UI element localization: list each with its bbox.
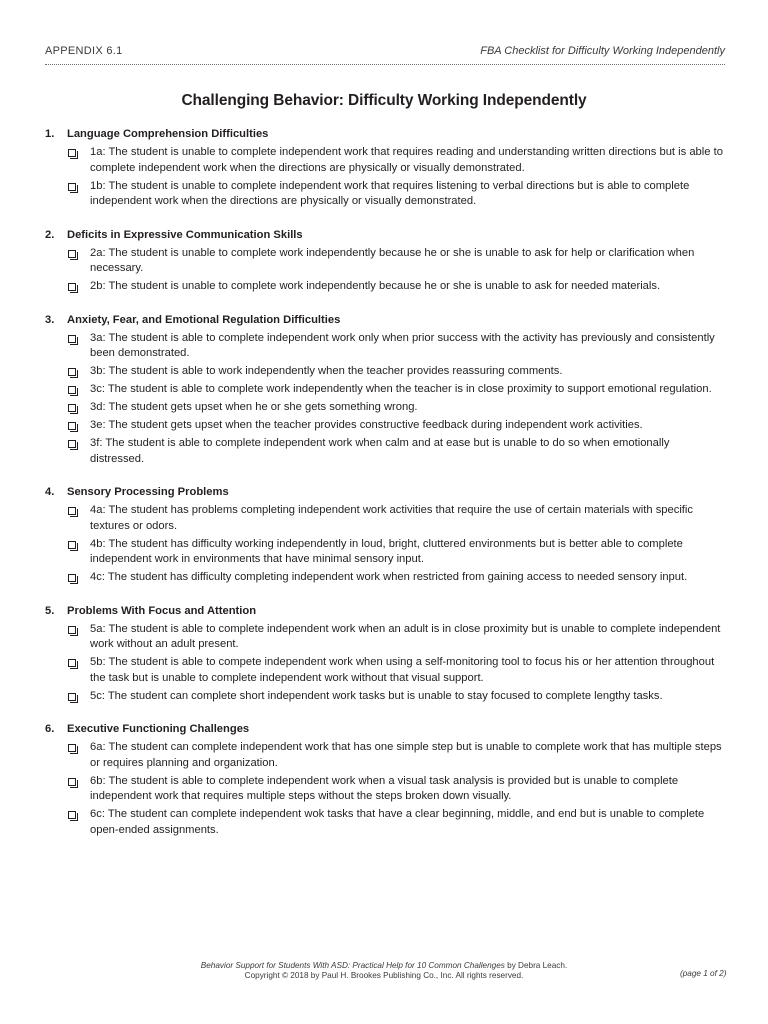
checkbox[interactable] xyxy=(68,422,76,430)
checklist-item-text: 6c: The student can complete independent wok tasks that have a clear beginning, middle, and end but is unable to complete open-ended assignments. xyxy=(90,808,705,836)
checklist-item xyxy=(45,179,725,210)
section-number: 5. xyxy=(45,604,55,617)
checklist-item xyxy=(45,655,725,686)
checklist-item xyxy=(45,400,725,416)
checklist-item xyxy=(45,689,725,705)
checklist-item-text: 4a: The student has problems completing independent work activities that require the use of certain materials with specific textures or odors. xyxy=(90,504,693,532)
checklist-item-text: 5b: The student is able to compete independent work when using a self-monitoring tool to focus his or her attention throughout the task but is unable to complete independent work without that visual support. xyxy=(90,656,715,684)
checklist-section xyxy=(45,484,725,586)
checklist-item-text: 3f: The student is able to complete independent work when calm and at ease but is unable to do so when emotionally distressed. xyxy=(90,437,670,465)
section-title: Deficits in Expressive Communication Skills xyxy=(67,228,303,241)
checklist-section xyxy=(45,721,725,838)
running-title: FBA Checklist for Difficulty Working Independently xyxy=(480,45,725,57)
section-number: 1. xyxy=(45,128,55,140)
checklist-item xyxy=(45,570,725,586)
checklist-item-text: 3d: The student gets upset when he or she gets something wrong. xyxy=(90,401,418,413)
checkbox[interactable] xyxy=(68,283,76,291)
checklist xyxy=(45,126,725,855)
checklist-item-text: 5c: The student can complete short independent work tasks but is unable to stay focused to complete lengthy tasks. xyxy=(90,689,663,702)
page-footer xyxy=(0,961,768,981)
checklist-item xyxy=(45,331,725,362)
checkbox[interactable] xyxy=(68,149,76,157)
page-header xyxy=(45,44,725,60)
checklist-item-text: 4c: The student has difficulty completing independent work when restricted from gaining access to needed sensory input. xyxy=(90,571,688,583)
checklist-item xyxy=(45,145,725,176)
checklist-item xyxy=(45,537,725,568)
section-heading xyxy=(45,484,725,500)
checklist-item xyxy=(45,436,725,467)
section-heading xyxy=(45,721,725,737)
checklist-item xyxy=(45,382,725,398)
checklist-item-text: 3b: The student is able to work independently when the teacher provides reassuring comments. xyxy=(90,365,563,377)
checkbox[interactable] xyxy=(68,335,76,343)
footer-author: by Debra Leach. xyxy=(504,961,568,970)
checklist-section xyxy=(45,126,725,210)
checklist-item-text: 3a: The student is able to complete independent work only when prior success with the activity has previously and consistently been demonstrated. xyxy=(90,331,715,359)
checkbox[interactable] xyxy=(68,250,76,258)
section-number: 3. xyxy=(45,313,55,326)
checklist-item xyxy=(45,246,725,277)
checkbox[interactable] xyxy=(68,404,76,412)
checklist-section xyxy=(45,227,725,295)
checklist-item-text: 5a: The student is able to complete independent work when an adult is in close proximity but is unable to complete independent work without an adult present. xyxy=(90,622,721,650)
section-title: Sensory Processing Problems xyxy=(67,486,229,498)
checkbox[interactable] xyxy=(68,440,76,448)
checkbox[interactable] xyxy=(68,183,76,191)
checkbox[interactable] xyxy=(68,541,76,549)
checkbox[interactable] xyxy=(68,386,76,394)
checkbox[interactable] xyxy=(68,811,76,819)
checklist-item-text: 1b: The student is unable to complete independent work that requires listening to verbal directions but is able to complete independent work when the directions are physically or visually demonstrated. xyxy=(90,179,690,207)
checklist-item xyxy=(45,503,725,534)
section-title: Anxiety, Fear, and Emotional Regulation Difficulties xyxy=(67,313,341,326)
section-number: 6. xyxy=(45,723,55,735)
checklist-item xyxy=(45,418,725,434)
checkbox[interactable] xyxy=(68,626,76,634)
checklist-item xyxy=(45,740,725,771)
checklist-item-text: 2a: The student is unable to complete work independently because he or she is unable to ask for help or clarification when necessary. xyxy=(90,246,695,274)
section-title: Executive Functioning Challenges xyxy=(67,723,250,735)
checklist-item-text: 3c: The student is able to complete work independently when the teacher is in close proximity to support emotional regulation. xyxy=(90,383,712,395)
section-title: Language Comprehension Difficulties xyxy=(67,128,269,140)
checklist-item-text: 3e: The student gets upset when the teacher provides constructive feedback during independent work activities. xyxy=(90,419,643,431)
section-heading xyxy=(45,603,725,619)
checklist-item-text: 6a: The student can complete independent work that has one simple step but is unable to complete work that has multiple steps or requires planning and organization. xyxy=(90,741,722,769)
checklist-section xyxy=(45,312,725,468)
page-number: (page 1 of 2) xyxy=(680,969,727,978)
page-title: Challenging Behavior: Difficulty Working Independently xyxy=(181,92,587,109)
checkbox[interactable] xyxy=(68,368,76,376)
checklist-item-text: 1a: The student is unable to complete independent work that requires reading and understanding written directions but is able to complete independent work when the directions are physically or visually demonstrated. xyxy=(90,146,723,174)
checkbox[interactable] xyxy=(68,693,76,701)
checklist-item-text: 4b: The student has difficulty working independently in loud, bright, cluttered environments but is better able to complete independent work in environments that have minimal sensory input. xyxy=(90,537,683,565)
section-title: Problems With Focus and Attention xyxy=(67,604,257,617)
footer-book-title: Behavior Support for Students With ASD: Practical Help for 10 Common Challenges xyxy=(200,961,505,970)
checklist-section xyxy=(45,603,725,705)
section-heading xyxy=(45,227,725,243)
appendix-label: APPENDIX 6.1 xyxy=(45,45,123,57)
checklist-item xyxy=(45,774,725,805)
header-divider xyxy=(45,64,725,65)
checkbox[interactable] xyxy=(68,659,76,667)
checkbox[interactable] xyxy=(68,778,76,786)
checklist-item-text: 2b: The student is unable to complete work independently because he or she is unable to ask for needed materials. xyxy=(90,280,661,292)
section-heading xyxy=(45,126,725,142)
checklist-item xyxy=(45,279,725,295)
checklist-item-text: 6b: The student is able to complete independent work when a visual task analysis is provided but is unable to complete independent work that requires multiple steps without the steps broken down visually. xyxy=(90,774,679,802)
checklist-item xyxy=(45,364,725,380)
section-heading xyxy=(45,312,725,328)
checkbox[interactable] xyxy=(68,744,76,752)
checkbox[interactable] xyxy=(68,507,76,515)
footer-copyright: Copyright © 2018 by Paul H. Brookes Publishing Co., Inc. All rights reserved. xyxy=(244,971,524,980)
checklist-item xyxy=(45,622,725,653)
checklist-item xyxy=(45,807,725,838)
section-number: 4. xyxy=(45,486,55,498)
checkbox[interactable] xyxy=(68,574,76,582)
section-number: 2. xyxy=(45,228,55,241)
